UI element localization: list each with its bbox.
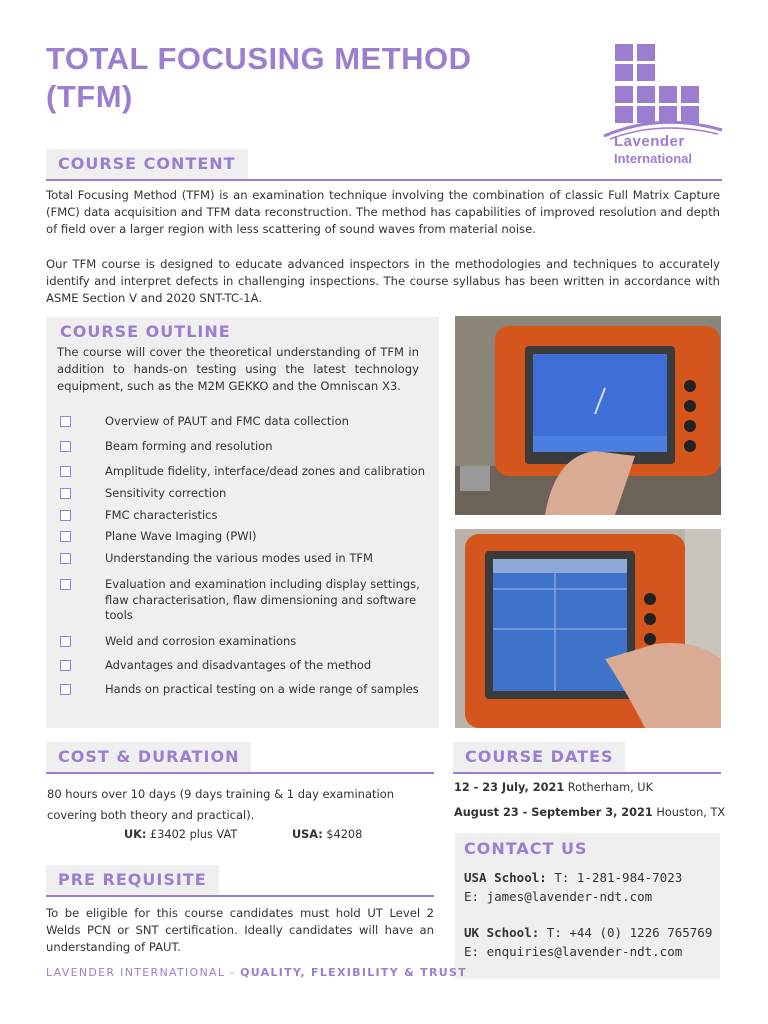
contact-usa-email[interactable]: E: james@lavender-ndt.com (464, 889, 653, 904)
outline-item-label: Understanding the various modes used in TFM (105, 551, 373, 565)
footer-motto: QUALITY, FLEXIBILITY & TRUST (240, 966, 467, 979)
outline-item-label: Weld and corrosion examinations (105, 634, 297, 648)
checkbox-icon[interactable] (60, 510, 71, 521)
title-line-2: (TFM) (46, 79, 133, 114)
outline-item-label: FMC characteristics (105, 508, 218, 522)
cost-heading: COST & DURATION (46, 742, 251, 772)
cost-rule (46, 772, 434, 774)
course-content-heading: COURSE CONTENT (46, 149, 248, 179)
contact-usa-phone: T: 1-281-984-7023 (554, 870, 683, 885)
date-1-place: Rotherham, UK (567, 781, 653, 794)
logo-graphic (600, 42, 724, 142)
cost-uk-value: £3402 plus VAT (150, 828, 238, 841)
course-content-para-1: Total Focusing Method (TFM) is an examination technique involving the combination of classic Full Matrix Capture (FMC) data acquisition and TFM data reconstruction. The method has capabilities of improved resolution and depth of field over a larger region with less scattering of sound waves from material noise. (46, 188, 720, 236)
dates-rule (453, 772, 721, 774)
prereq-text: To be eligible for this course candidates must hold UT Level 2 Welds PCN or SNT certification. Ideally candidates will have an understanding of PAUT. (46, 906, 434, 954)
date-2-place: Houston, TX (656, 806, 726, 819)
checkbox-icon[interactable] (60, 579, 71, 590)
outline-item-label: Evaluation and examination including display settings, flaw characterisation, flaw dimensioning and software tools (105, 577, 420, 622)
cost-usa-value: $4208 (326, 828, 363, 841)
logo-text-1: Lavender (614, 133, 685, 150)
course-content-para-2: Our TFM course is designed to educate advanced inspectors in the methodologies and techniques to accurately identify and interpret defects in challenging inspections. The course syllabus has been written in accordance with ASME Section V and 2020 SNT-TC-1A. (46, 257, 720, 305)
checkbox-icon[interactable] (60, 416, 71, 427)
logo-text-2: International (614, 151, 693, 166)
contact-uk-email[interactable]: E: enquiries@lavender-ndt.com (464, 944, 683, 959)
outline-item-label: Plane Wave Imaging (PWI) (105, 529, 257, 543)
footer-company: LAVENDER INTERNATIONAL - (46, 966, 241, 979)
outline-item-label: Hands on practical testing on a wide range of samples (105, 682, 419, 696)
checkbox-icon[interactable] (60, 684, 71, 695)
logo (600, 42, 724, 168)
prereq-rule (46, 895, 434, 897)
outline-item-label: Sensitivity correction (105, 486, 227, 500)
cost-uk (124, 828, 237, 841)
outline-item-label: Advantages and disadvantages of the method (105, 658, 372, 672)
course-content-rule (46, 179, 722, 181)
course-outline-heading: COURSE OUTLINE (60, 322, 231, 341)
course-outline-panel (46, 317, 439, 728)
contact-heading: CONTACT US (464, 839, 588, 858)
photo-device-1 (455, 316, 721, 515)
cost-text: 80 hours over 10 days (9 days training & 1 day examination covering both theory and practical). (47, 787, 395, 822)
cost-usa-label: USA: (292, 828, 323, 841)
checkbox-icon[interactable] (60, 531, 71, 542)
date-1 (454, 781, 653, 794)
dates-heading: COURSE DATES (453, 742, 625, 772)
checkbox-icon[interactable] (60, 466, 71, 477)
checkbox-icon[interactable] (60, 660, 71, 671)
contact-panel (455, 833, 720, 979)
footer-tagline (46, 966, 467, 979)
cost-usa (292, 828, 362, 841)
date-2 (454, 806, 725, 819)
checkbox-icon[interactable] (60, 441, 71, 452)
course-outline-intro: The course will cover the theoretical understanding of TFM in addition to hands-on testing using the latest technology equipment, such as the M2M GEKKO and the Omniscan X3. (57, 345, 419, 393)
contact-usa-label: USA School: (464, 870, 547, 885)
checkbox-icon[interactable] (60, 636, 71, 647)
checkbox-icon[interactable] (60, 553, 71, 564)
page-title (46, 40, 472, 116)
date-2-date: August 23 - September 3, 2021 (454, 806, 653, 819)
contact-uk-line (464, 923, 712, 942)
title-line-1: TOTAL FOCUSING METHOD (46, 41, 472, 76)
contact-usa-line (464, 868, 682, 887)
date-1-date: 12 - 23 July, 2021 (454, 781, 565, 794)
photo-device-2 (455, 529, 721, 728)
outline-item-label: Overview of PAUT and FMC data collection (105, 414, 349, 428)
outline-item-label: Beam forming and resolution (105, 439, 273, 453)
cost-uk-label: UK: (124, 828, 147, 841)
prereq-heading: PRE REQUISITE (46, 865, 219, 895)
contact-uk-label: UK School: (464, 925, 540, 940)
contact-uk-phone: T: +44 (0) 1226 765769 (546, 925, 713, 940)
outline-item-label: Amplitude fidelity, interface/dead zones and calibration (105, 464, 426, 478)
checkbox-icon[interactable] (60, 488, 71, 499)
